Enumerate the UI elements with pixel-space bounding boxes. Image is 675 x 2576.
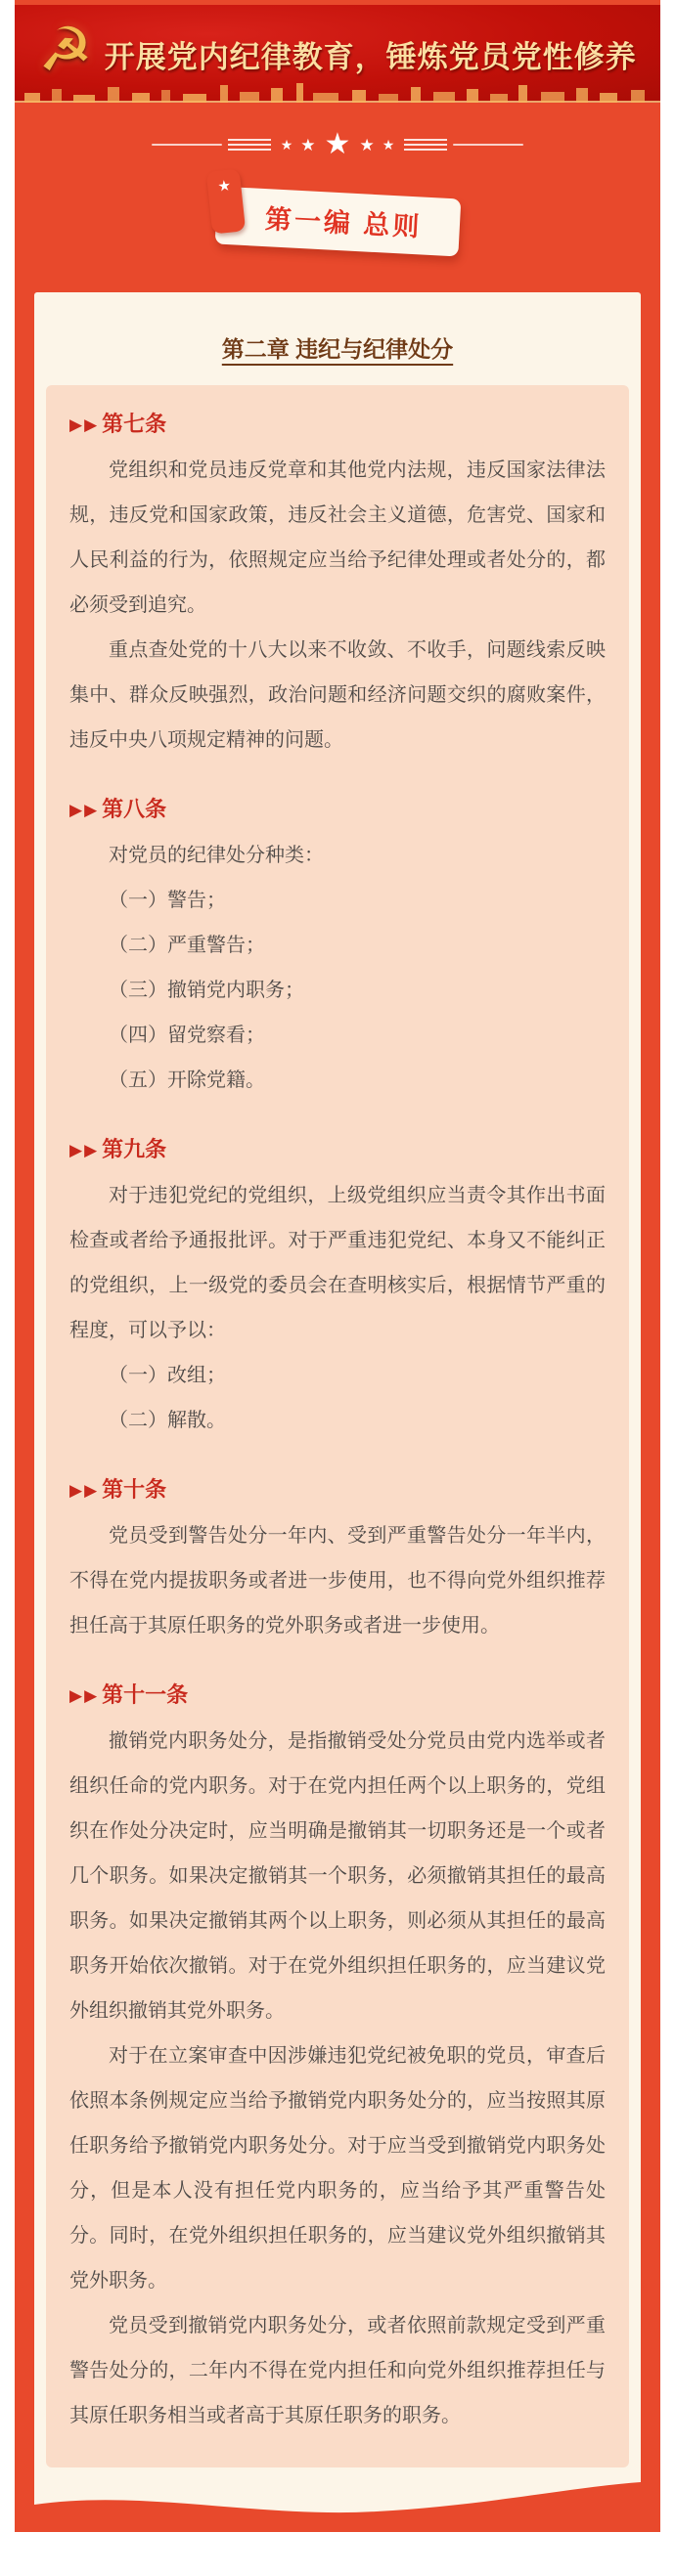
- divider-triple-line: [404, 144, 447, 146]
- list-item: （一）警告；: [109, 890, 226, 911]
- star-icon: ★: [382, 2553, 395, 2568]
- list-item: （四）留党察看；: [109, 1025, 265, 1046]
- header-banner: [15, 5, 660, 103]
- arrow-icon: ▶: [69, 415, 83, 434]
- star-divider-bottom: [15, 2546, 660, 2575]
- arrow-icon: ▶: [84, 415, 98, 434]
- arrow-icon: ▶: [69, 1140, 83, 1159]
- paragraph: 撤销党内职务处分，是指撤销受处分党员由党内选举或者组织任命的党内职务。对于在党内担任两个以上职务的，党组织在作处分决定时，应当明确是撤销其一切职务还是一个或者几个职务。如果决定撤销其一个职务，必须撤销其担任的最高职务。如果决定撤销其两个以上职务，则必须从其担任的最高职务开始依次撤销。对于在党外组织担任职务的，应当建议党外组织撤销其党外职务。: [69, 1730, 606, 2022]
- list-item: （二）解散。: [109, 1410, 226, 1431]
- part-ribbon: [214, 177, 460, 257]
- star-icon: ★: [359, 2551, 375, 2570]
- article-card: [34, 292, 641, 2530]
- star-icon: ★: [359, 135, 375, 154]
- paragraph: 党员受到撤销党内职务处分，或者依照前款规定受到严重警告处分的，二年内不得在党内担任和向党外组织推荐担任与其原任职务相当或者高于其原任职务的职务。: [69, 2315, 606, 2426]
- star-icon: ★: [324, 128, 351, 160]
- banner-title: 开展党内纪律教育，锤炼党员党性修养: [104, 39, 637, 74]
- list-item: （三）撤销党内职务；: [109, 980, 304, 1001]
- divider-line: [453, 2559, 523, 2561]
- arrow-icon: ▶: [69, 1480, 83, 1500]
- section-heading: [69, 796, 606, 823]
- wave-decoration: [34, 2475, 641, 2530]
- section-heading: [69, 1681, 606, 1709]
- arrow-icon: ▶: [84, 1480, 98, 1500]
- article-panel: [46, 385, 629, 2467]
- list-item: （二）严重警告；: [109, 935, 265, 956]
- section-heading-label: 第十条: [102, 1477, 167, 1502]
- divider-triple-line: [228, 2559, 271, 2561]
- paragraph: 党组织和党员违反党章和其他党内法规，违反国家法律法规，违反党和国家政策，违反社会主义道德，危害党、国家和人民利益的行为，依照规定应当给予纪律处理或者处分的，都必须受到追究。: [69, 459, 606, 616]
- arrow-icon: ▶: [69, 1685, 83, 1705]
- paragraph: 党员受到警告处分一年内、受到严重警告处分一年半内，不得在党内提拔职务或者进一步使用，也不得向党外组织推荐担任高于其原任职务的党外职务或者进一步使用。: [69, 1525, 606, 1637]
- arrow-icon: ▶: [84, 1140, 98, 1159]
- arrow-icon: ▶: [84, 800, 98, 819]
- paragraph: 重点查处党的十八大以来不收敛、不收手，问题线索反映集中、群众反映强烈，政治问题和经济问题交织的腐败案件，违反中央八项规定精神的问题。: [69, 639, 606, 751]
- star-icon: ★: [216, 177, 232, 196]
- divider-triple-line: [228, 144, 271, 146]
- list-item: （一）改组；: [109, 1365, 226, 1386]
- section-heading-label: 第七条: [102, 412, 167, 436]
- paragraph: 对于违犯党纪的党组织，上级党组织应当责令其作出书面检查或者给予通报批评。对于严重违犯党纪、本身又不能纠正的党组织，上一级党的委员会在查明核实后，根据情节严重的程度，可以予以：: [69, 1185, 606, 1341]
- skyline-decoration: [15, 81, 660, 103]
- part-ribbon-label: 第一编 总则: [263, 204, 423, 242]
- star-divider-top: [15, 130, 660, 159]
- star-icon: ★: [300, 2551, 316, 2570]
- paragraph: 对于在立案审查中因涉嫌违犯党纪被免职的党员，审查后依照本条例规定应当给予撤销党内职务处分的，应当按照其原任职务给予撤销党内职务处分。对于应当受到撤销党内职务处分，但是本人没有担任党内职务的，应当给予其严重警告处分。同时，在党外组织担任职务的，应当建议党外组织撤销其党外职务。: [69, 2045, 606, 2292]
- section-heading-label: 第九条: [102, 1137, 167, 1161]
- divider-line: [453, 144, 523, 146]
- divider-line: [152, 2559, 222, 2561]
- party-emblem-icon: ☭: [38, 17, 93, 84]
- star-icon: ★: [382, 137, 395, 153]
- star-icon: ★: [280, 2553, 293, 2568]
- arrow-icon: ▶: [84, 1685, 98, 1705]
- divider-line: [152, 144, 222, 146]
- ribbon-star-tab: [205, 168, 246, 234]
- section-heading-label: 第八条: [102, 797, 167, 821]
- section-heading: [69, 411, 606, 438]
- section-heading: [69, 1136, 606, 1163]
- paragraph: 对党员的纪律处分种类：: [109, 845, 324, 866]
- divider-triple-line: [404, 2559, 447, 2561]
- section-heading-label: 第十一条: [102, 1682, 189, 1707]
- star-icon: ★: [280, 137, 293, 153]
- star-icon: ★: [324, 2544, 351, 2576]
- section-heading: [69, 1476, 606, 1504]
- list-item: （五）开除党籍。: [109, 1070, 265, 1091]
- arrow-icon: ▶: [69, 800, 83, 819]
- star-icon: ★: [300, 135, 316, 154]
- poster-background: [15, 0, 660, 2576]
- chapter-title: 第二章 违纪与纪律处分: [221, 336, 454, 362]
